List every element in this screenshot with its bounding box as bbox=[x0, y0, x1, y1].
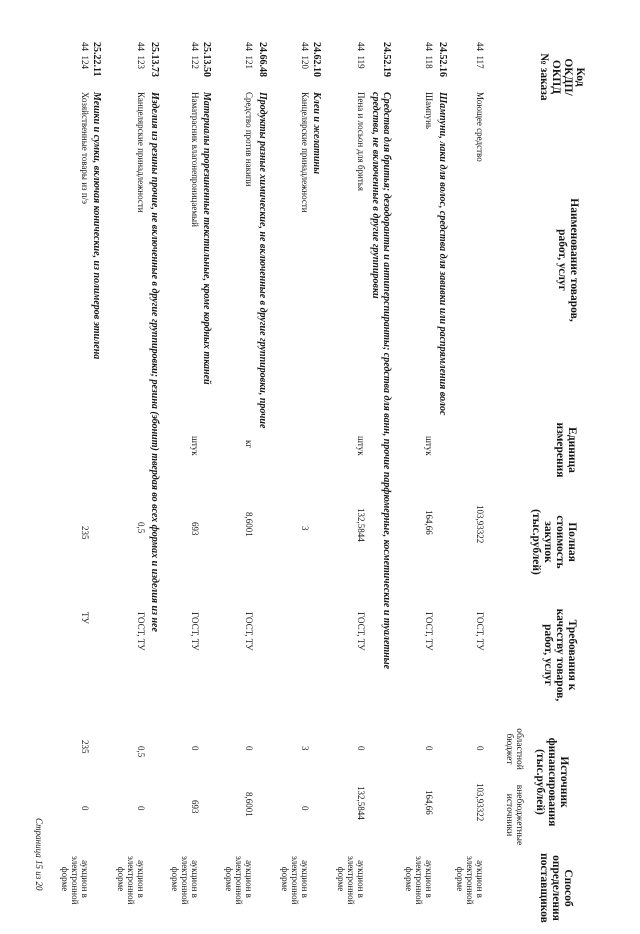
header-financing bbox=[534, 722, 570, 842]
row-119-code bbox=[356, 42, 366, 69]
header-cost-line: закупок bbox=[542, 521, 554, 563]
row-124-budget: 235 bbox=[80, 740, 90, 754]
header-fin-extra-line: внебюджетные bbox=[514, 784, 524, 846]
row-118-unit: штук bbox=[424, 436, 434, 456]
header-name-line: работ, услуг bbox=[556, 229, 568, 291]
row-123-requirements: ГОСТ, ТУ bbox=[136, 612, 146, 651]
row-120-cost: 3 bbox=[300, 526, 310, 531]
row-120-budget: 3 bbox=[300, 746, 310, 751]
header-unit bbox=[554, 410, 578, 490]
header-cost-line: (тыс.рублей) bbox=[530, 509, 542, 575]
row-number: 117 bbox=[475, 55, 485, 69]
row-122-extra: 693 bbox=[190, 800, 200, 814]
header-unit-line: измерения bbox=[554, 422, 566, 478]
row-120-extra: 0 bbox=[300, 806, 310, 811]
row-122-method: аукцион в электронной форме bbox=[170, 856, 200, 905]
header-unit-line: Единица bbox=[566, 427, 578, 473]
row-118-code bbox=[424, 42, 434, 69]
header-req-line: качеству товаров, bbox=[554, 608, 566, 702]
row-119-requirements: ГОСТ, ТУ bbox=[356, 612, 366, 651]
section-code: 24.52.19 bbox=[381, 42, 392, 77]
row-119-name: Пена и лосьон для бритья bbox=[356, 92, 366, 192]
header-requirements bbox=[542, 600, 578, 710]
header-cost bbox=[530, 492, 578, 592]
row-118-method: аукцион в электронной форме bbox=[404, 856, 434, 905]
section-code: 25.13.73 bbox=[149, 42, 160, 77]
row-code: 44 bbox=[80, 42, 90, 51]
row-117-name: Моющее средство bbox=[475, 92, 485, 162]
row-123-cost: 0,5 bbox=[136, 522, 146, 534]
header-fin-budget-line: бюджет bbox=[504, 733, 514, 765]
section-code: 25.22.11 bbox=[91, 42, 102, 77]
row-121-requirements: ГОСТ, ТУ bbox=[244, 612, 254, 651]
row-118-extra: 164,66 bbox=[424, 790, 434, 815]
header-req-line: Требования к bbox=[566, 619, 578, 691]
section-title bbox=[370, 92, 392, 669]
section-code: 24.52.16 bbox=[437, 42, 448, 77]
row-number: 121 bbox=[244, 55, 254, 69]
row-117-extra: 103,93322 bbox=[475, 783, 485, 822]
row-121-extra: 8,6001 bbox=[244, 792, 254, 817]
row-119-unit: штук bbox=[356, 436, 366, 456]
section-title: Клеи и желатины bbox=[311, 92, 322, 175]
header-name bbox=[556, 160, 580, 360]
row-117-method: аукцион в электронной форме bbox=[455, 856, 485, 905]
row-119-method: аукцион в электронной форме bbox=[336, 856, 366, 905]
section-code: 24.62.10 bbox=[311, 42, 322, 77]
header-fin-budget bbox=[504, 718, 524, 780]
header-fin-line: Источник bbox=[558, 756, 570, 808]
row-119-budget: 0 bbox=[356, 746, 366, 751]
header-cost-line: стоимость bbox=[554, 515, 566, 569]
row-124-requirements: ТУ bbox=[80, 612, 90, 624]
section-title-line: Средства для бритья; дезодоранты и антиперспиранты; средства для ванн, прочие парфюмерные, косметические и туалетные bbox=[381, 92, 392, 670]
row-121-code bbox=[244, 42, 254, 69]
header-fin-extra-line: источники bbox=[504, 793, 514, 837]
row-number: 124 bbox=[80, 55, 90, 69]
row-code: 44 bbox=[475, 42, 485, 51]
row-117-budget: 0 bbox=[475, 746, 485, 751]
row-121-name: Средство против накипи bbox=[244, 92, 254, 187]
row-code: 44 bbox=[136, 42, 146, 51]
section-title: Изделия из резины прочие, не включенные в другие группировки; резина (эбонит) твердая во всех формах и изделия из нее bbox=[149, 92, 160, 632]
row-121-budget: 0 bbox=[244, 746, 254, 751]
section-code: 25.13.50 bbox=[201, 42, 212, 77]
row-123-method: аукцион в электронной форме bbox=[116, 856, 146, 905]
row-124-cost: 235 bbox=[80, 526, 90, 540]
row-118-cost: 164,66 bbox=[424, 510, 434, 535]
row-122-name: Наматрасник влагонепроницаемый bbox=[190, 92, 200, 227]
header-code-line: ОКДП/ bbox=[562, 58, 574, 96]
header-fin-budget-line: областной bbox=[514, 728, 524, 770]
row-122-cost: 693 bbox=[190, 522, 200, 536]
row-119-extra: 132,5844 bbox=[356, 786, 366, 820]
section-code: 24.66.48 bbox=[257, 42, 268, 77]
header-cost-line: Полная bbox=[566, 522, 578, 562]
row-120-code bbox=[300, 42, 310, 69]
row-124-method: аукцион в электронной форме bbox=[60, 856, 90, 905]
row-123-code bbox=[136, 42, 146, 69]
row-code: 44 bbox=[356, 42, 366, 51]
row-124-code bbox=[80, 42, 90, 69]
row-code: 44 bbox=[424, 42, 434, 51]
row-122-requirements: ГОСТ, ТУ bbox=[190, 612, 200, 651]
page-number: Страница 15 из 20 bbox=[34, 818, 44, 891]
row-123-extra: 0 bbox=[136, 806, 146, 811]
row-120-method: аукцион в электронной форме bbox=[280, 856, 310, 905]
row-121-cost: 8,6001 bbox=[244, 512, 254, 537]
header-fin-line: финансирования bbox=[546, 737, 558, 827]
row-117-code bbox=[475, 42, 485, 69]
row-number: 123 bbox=[136, 55, 146, 69]
row-number: 120 bbox=[300, 55, 310, 69]
row-119-cost: 132,5844 bbox=[356, 508, 366, 542]
header-code-line: № заказа bbox=[538, 53, 550, 101]
header-code-line: ОКПД bbox=[550, 59, 562, 95]
row-122-code bbox=[190, 42, 200, 69]
row-121-method: аукцион в электронной форме bbox=[224, 856, 254, 905]
row-122-budget: 0 bbox=[190, 746, 200, 751]
row-121-unit: кг bbox=[244, 440, 254, 449]
header-code-line: Код bbox=[574, 67, 586, 87]
header-method-line: поставщиков bbox=[538, 853, 550, 923]
row-124-extra: 0 bbox=[80, 806, 90, 811]
row-number: 118 bbox=[424, 55, 434, 69]
header-method-line: Способ bbox=[562, 869, 574, 907]
header-method bbox=[538, 842, 574, 934]
section-title: Продукты разные химические, не включенные в другие группировки, прочие bbox=[257, 92, 268, 429]
row-117-cost: 103,93322 bbox=[475, 505, 485, 544]
header-name-line: Наименование товаров, bbox=[568, 198, 580, 322]
row-code: 44 bbox=[300, 42, 310, 51]
header-req-line: работ, услуг bbox=[542, 624, 554, 686]
section-title: Материалы прорезиненные текстильные, кроме кордных тканей bbox=[201, 92, 212, 385]
header-fin-extra bbox=[504, 780, 524, 850]
row-117-requirements: ГОСТ, ТУ bbox=[475, 612, 485, 651]
row-123-budget: 0,5 bbox=[136, 746, 146, 758]
row-118-requirements: ГОСТ, ТУ bbox=[424, 612, 434, 651]
row-122-unit: штук bbox=[190, 436, 200, 456]
row-code: 44 bbox=[244, 42, 254, 51]
header-code bbox=[538, 42, 586, 112]
row-number: 122 bbox=[190, 55, 200, 69]
row-118-budget: 0 bbox=[424, 746, 434, 751]
row-124-name: Хозяйственные товары из п/э bbox=[80, 92, 90, 205]
row-120-name: Канцелярские принадлежности bbox=[300, 92, 310, 213]
header-method-line: определения bbox=[550, 855, 562, 921]
section-title: Мешки и сумки, включая конические, из полимеров этилена bbox=[91, 92, 102, 360]
row-code: 44 bbox=[190, 42, 200, 51]
row-123-name: Канцелярские принадлежности bbox=[136, 92, 146, 213]
section-title-line: средства, не включенные в другие группировки bbox=[370, 92, 381, 299]
row-number: 119 bbox=[356, 55, 366, 69]
header-fin-line: (тыс.рублей) bbox=[534, 749, 546, 815]
section-title: Шампуни, лаки для волос, средства для завивки или распрямления волос bbox=[437, 92, 448, 416]
row-118-name: Шампунь bbox=[424, 92, 434, 130]
